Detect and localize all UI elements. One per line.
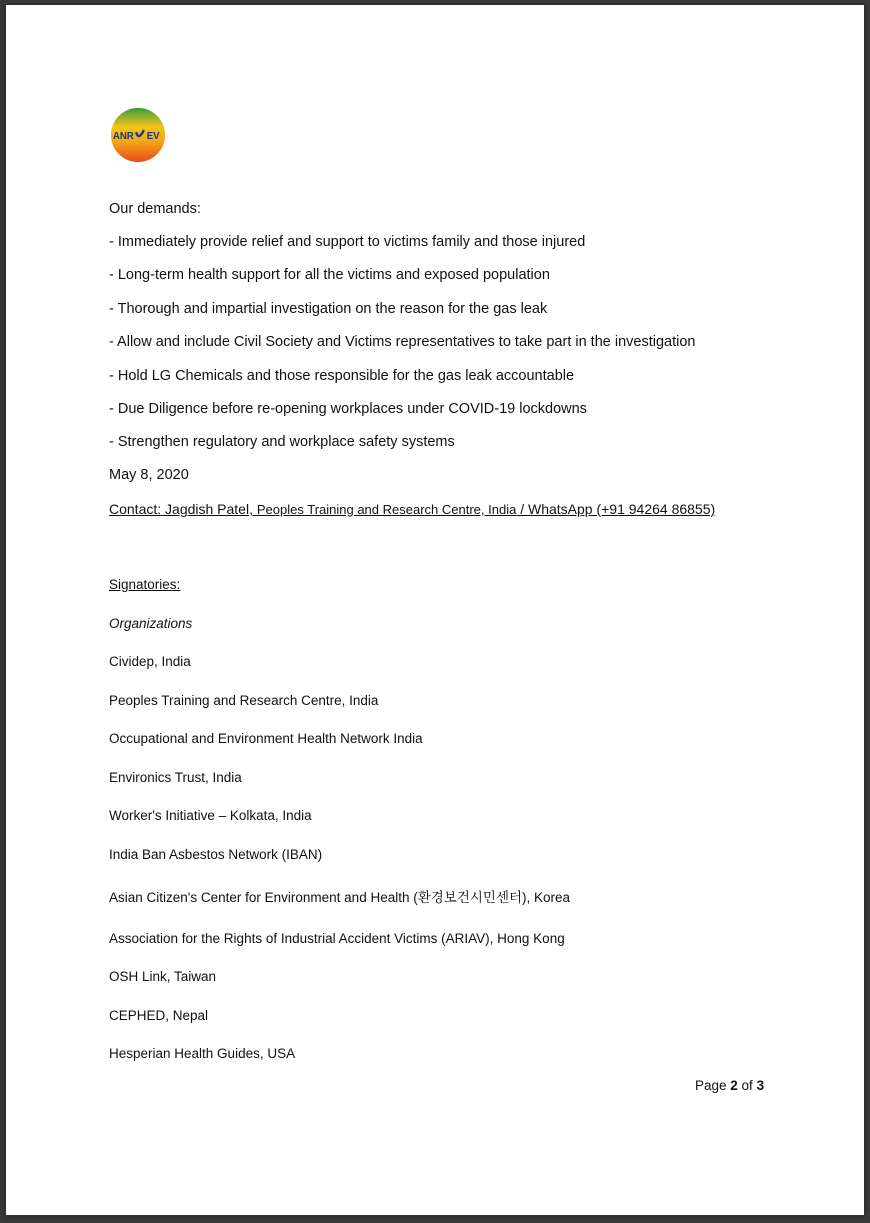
demands-heading: Our demands: bbox=[109, 201, 201, 217]
signatories-heading: Signatories: bbox=[109, 577, 181, 592]
organization-item: Peoples Training and Research Centre, India bbox=[109, 693, 379, 708]
organization-item: OSH Link, Taiwan bbox=[109, 969, 217, 984]
total-pages: 3 bbox=[756, 1078, 765, 1093]
current-page: 2 bbox=[730, 1078, 738, 1093]
organization-item: India Ban Asbestos Network (IBAN) bbox=[109, 847, 323, 862]
page-label: Page bbox=[695, 1078, 731, 1093]
document-page bbox=[6, 5, 864, 1215]
statement-date: May 8, 2020 bbox=[109, 467, 189, 483]
demand-item: - Strengthen regulatory and workplace safety systems bbox=[109, 434, 455, 450]
organization-item: Association for the Rights of Industrial Accident Victims (ARIAV), Hong Kong bbox=[109, 931, 565, 946]
demand-item: - Immediately provide relief and support to victims family and those injured bbox=[109, 234, 586, 250]
organization-item: CEPHED, Nepal bbox=[109, 1008, 209, 1023]
organization-item: Hesperian Health Guides, USA bbox=[109, 1046, 296, 1061]
organization-item: Asian Citizen's Center for Environment and Health (환경보건시민센터), Korea bbox=[109, 890, 571, 905]
organizations-subheading: Organizations bbox=[109, 616, 193, 631]
svg-text:EV: EV bbox=[146, 130, 160, 142]
page-number bbox=[695, 1078, 764, 1093]
organization-item: Occupational and Environment Health Network India bbox=[109, 731, 423, 746]
demand-item: - Long-term health support for all the victims and exposed population bbox=[109, 267, 550, 283]
organization-item: Environics Trust, India bbox=[109, 770, 242, 785]
demand-item: - Hold LG Chemicals and those responsible for the gas leak accountable bbox=[109, 368, 575, 384]
of-label: of bbox=[737, 1078, 757, 1093]
anrev-logo bbox=[109, 106, 167, 164]
organization-item: Worker's Initiative – Kolkata, India bbox=[109, 808, 312, 823]
svg-text:ANR: ANR bbox=[112, 130, 134, 142]
organization-item: Cividep, India bbox=[109, 654, 191, 669]
demand-item: - Thorough and impartial investigation on the reason for the gas leak bbox=[109, 301, 548, 317]
contact-label: Contact: Jagdish Patel, bbox=[109, 501, 257, 517]
contact-line bbox=[109, 500, 715, 519]
contact-organization: Peoples Training and Research Centre, India bbox=[256, 502, 517, 517]
demand-item: - Due Diligence before re-opening workplaces under COVID-19 lockdowns bbox=[109, 401, 587, 417]
contact-phone: / WhatsApp (+91 94264 86855) bbox=[516, 501, 716, 517]
demand-item: - Allow and include Civil Society and Victims representatives to take part in the investigation bbox=[109, 334, 696, 350]
